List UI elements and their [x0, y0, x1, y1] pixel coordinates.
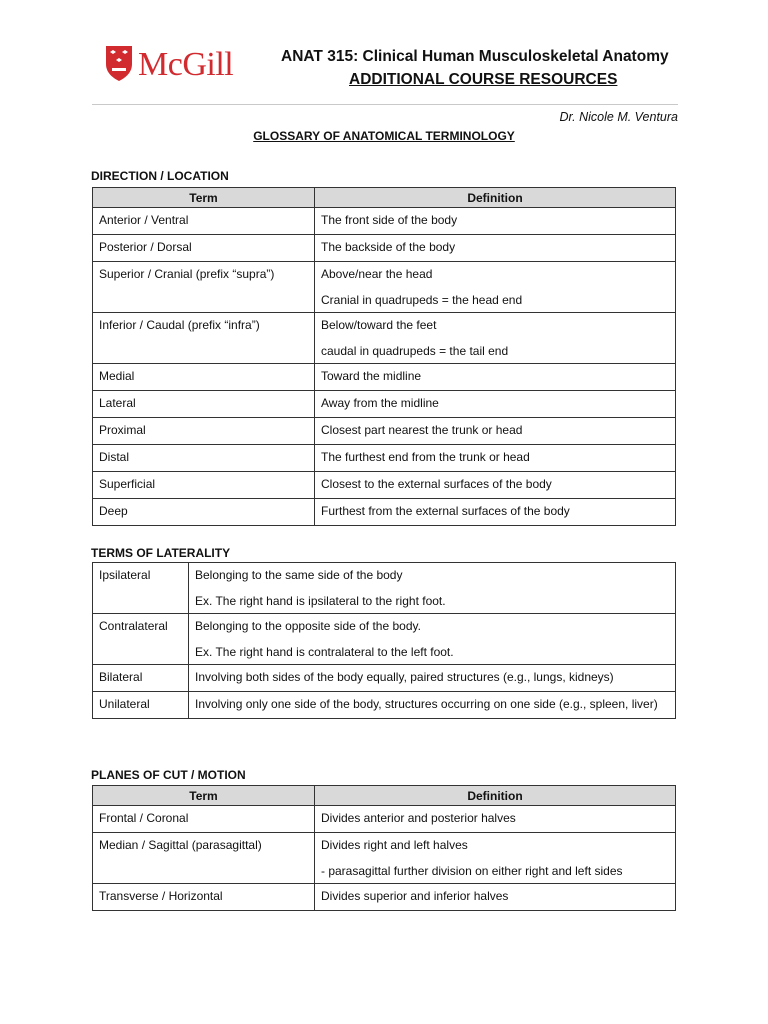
definition-line: Divides anterior and posterior halves	[321, 811, 516, 825]
table-header-row	[93, 188, 676, 208]
section-heading-direction: DIRECTION / LOCATION	[91, 169, 229, 183]
definition-cell	[315, 884, 676, 911]
term-cell: Unilateral	[93, 692, 189, 719]
column-header-term: Term	[93, 188, 315, 208]
section-heading-laterality: TERMS OF LATERALITY	[91, 546, 231, 560]
definition-cell	[315, 806, 676, 833]
term-cell: Deep	[93, 499, 315, 526]
definition-cell	[315, 472, 676, 499]
table-row	[93, 418, 676, 445]
term-cell: Lateral	[93, 391, 315, 418]
term-cell: Median / Sagittal (parasagittal)	[93, 833, 315, 884]
term-cell: Bilateral	[93, 665, 189, 692]
table-row	[93, 563, 676, 614]
column-header-definition: Definition	[315, 188, 676, 208]
definition-line: Closest part nearest the trunk or head	[321, 423, 523, 437]
definition-cell	[189, 614, 676, 665]
column-header-definition: Definition	[315, 786, 676, 806]
definition-line: Involving only one side of the body, structures occurring on one side (e.g., spleen, liver)	[195, 697, 658, 711]
definition-line: - parasagittal further division on either right and left sides	[321, 864, 623, 878]
table-row	[93, 445, 676, 472]
table-row	[93, 833, 676, 884]
definition-cell	[315, 262, 676, 313]
definition-line: Ex. The right hand is contralateral to the left foot.	[195, 645, 454, 659]
definition-line: Cranial in quadrupeds = the head end	[321, 293, 523, 307]
definition-line: Belonging to the opposite side of the body.	[195, 619, 421, 633]
laterality-table	[92, 562, 676, 719]
definition-line: Above/near the head	[321, 267, 433, 281]
definition-line: Toward the midline	[321, 369, 422, 383]
term-cell: Anterior / Ventral	[93, 208, 315, 235]
term-cell: Posterior / Dorsal	[93, 235, 315, 262]
direction-table-body	[93, 208, 676, 526]
term-cell: Superior / Cranial (prefix “supra”)	[93, 262, 315, 313]
definition-cell	[315, 313, 676, 364]
term-cell: Proximal	[93, 418, 315, 445]
laterality-table-body	[93, 563, 676, 719]
table-row	[93, 665, 676, 692]
term-cell: Frontal / Coronal	[93, 806, 315, 833]
table-row	[93, 391, 676, 418]
definition-line: caudal in quadrupeds = the tail end	[321, 344, 509, 358]
table-row	[93, 313, 676, 364]
table-row	[93, 499, 676, 526]
document-title: GLOSSARY OF ANATOMICAL TERMINOLOGY	[253, 129, 515, 143]
term-cell: Ipsilateral	[93, 563, 189, 614]
mcgill-logo	[104, 44, 284, 88]
definition-line: Ex. The right hand is ipsilateral to the right foot.	[195, 594, 446, 608]
planes-table-body	[93, 806, 676, 911]
course-title: ANAT 315: Clinical Human Musculoskeletal Anatomy	[281, 48, 669, 65]
definition-line: Furthest from the external surfaces of the body	[321, 504, 570, 518]
definition-line: The backside of the body	[321, 240, 456, 254]
definition-line: Closest to the external surfaces of the body	[321, 477, 552, 491]
definition-line: Involving both sides of the body equally, paired structures (e.g., lungs, kidneys)	[195, 670, 614, 684]
table-row	[93, 364, 676, 391]
table-row	[93, 806, 676, 833]
definition-line: The furthest end from the trunk or head	[321, 450, 530, 464]
table-row	[93, 208, 676, 235]
direction-table	[92, 187, 676, 526]
term-cell: Distal	[93, 445, 315, 472]
definition-cell	[315, 499, 676, 526]
planes-table	[92, 785, 676, 911]
definition-cell	[315, 833, 676, 884]
table-row	[93, 262, 676, 313]
author-name: Dr. Nicole M. Ventura	[559, 110, 678, 124]
definition-cell	[189, 665, 676, 692]
table-row	[93, 614, 676, 665]
table-row	[93, 692, 676, 719]
term-cell: Medial	[93, 364, 315, 391]
definition-line: The front side of the body	[321, 213, 458, 227]
term-cell: Superficial	[93, 472, 315, 499]
definition-cell	[315, 418, 676, 445]
table-row	[93, 235, 676, 262]
column-header-term: Term	[93, 786, 315, 806]
definition-cell	[315, 208, 676, 235]
definition-cell	[315, 391, 676, 418]
term-cell: Inferior / Caudal (prefix “infra”)	[93, 313, 315, 364]
table-row	[93, 884, 676, 911]
section-heading-planes: PLANES OF CUT / MOTION	[91, 768, 246, 782]
definition-cell	[189, 563, 676, 614]
definition-cell	[315, 364, 676, 391]
header-divider	[92, 104, 678, 105]
definition-line: Below/toward the feet	[321, 318, 437, 332]
definition-line: Belonging to the same side of the body	[195, 568, 403, 582]
table-row	[93, 472, 676, 499]
term-cell: Transverse / Horizontal	[93, 884, 315, 911]
definition-cell	[315, 445, 676, 472]
definition-line: Away from the midline	[321, 396, 439, 410]
definition-line: Divides superior and inferior halves	[321, 889, 509, 903]
logo-wordmark: McGill	[138, 46, 234, 83]
term-cell: Contralateral	[93, 614, 189, 665]
definition-cell	[315, 235, 676, 262]
definition-cell	[189, 692, 676, 719]
course-subtitle: ADDITIONAL COURSE RESOURCES	[349, 71, 618, 88]
definition-line: Divides right and left halves	[321, 838, 468, 852]
table-header-row	[93, 786, 676, 806]
mcgill-shield-icon	[104, 44, 134, 82]
